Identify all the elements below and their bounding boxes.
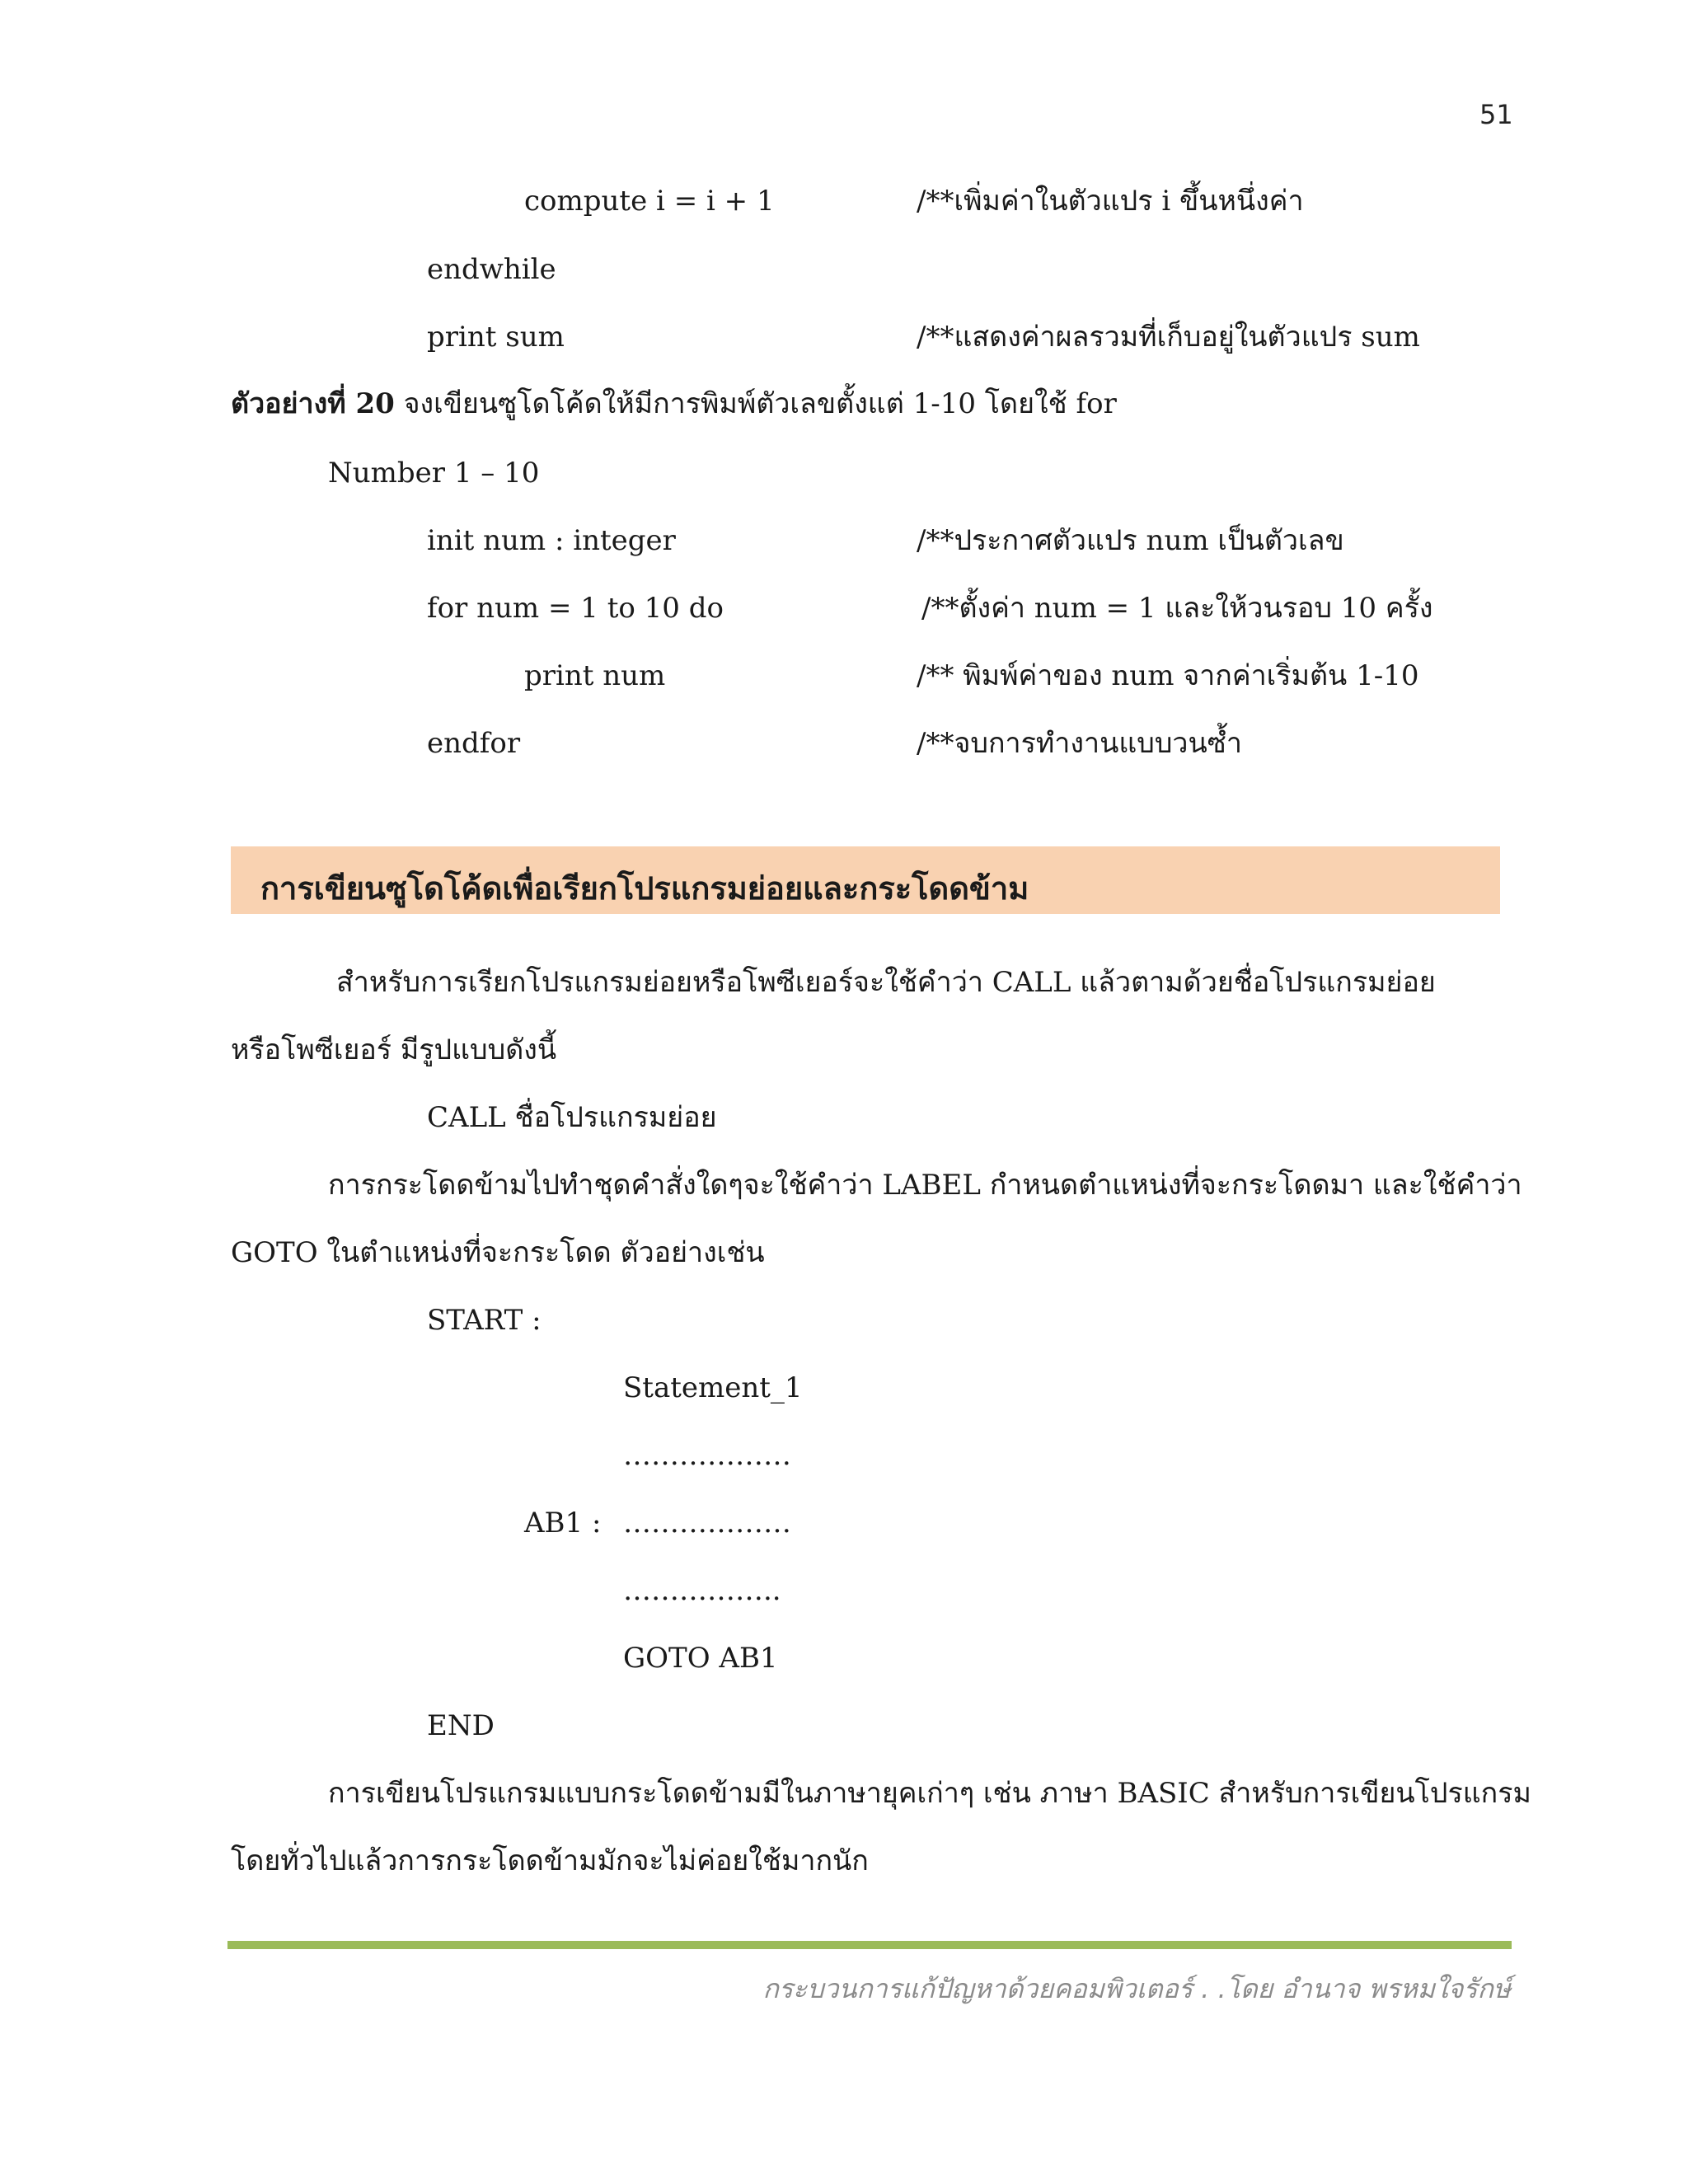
- example-20-for-line: for num = 1 to 10 do: [427, 592, 724, 625]
- code-label-ab1: AB1 :: [524, 1507, 602, 1540]
- para3-line1: การเขียนโปรแกรมแบบกระโดดข้ามมีในภาษายุคเก่าๆ เช่น ภาษา BASIC สำหรับการเขียนโปรแกรม: [328, 1777, 1531, 1810]
- section-title: การเขียนซูโดโค้ดเพื่อเรียกโปรแกรมย่อยและกระโดดข้าม: [260, 869, 1029, 907]
- section-header-bar: [231, 846, 1500, 914]
- example-20-init-line: init num : integer: [427, 524, 676, 557]
- code-start-line: START :: [427, 1304, 542, 1337]
- example-20-print-comment: /** พิมพ์ค่าของ num จากค่าเริ่มต้น 1-10: [917, 659, 1419, 692]
- para2-line2: GOTO ในตำแหน่งที่จะกระโดด ตัวอย่างเช่น: [231, 1236, 765, 1269]
- example-20-for-comment: /**ตั้งค่า num = 1 และให้วนรอบ 10 ครั้ง: [921, 592, 1433, 625]
- code-dots-1: ………………: [623, 1439, 791, 1472]
- code-print-sum-comment: /**แสดงค่าผลรวมที่เก็บอยู่ในตัวแปร sum: [917, 321, 1420, 354]
- para1-line2: หรือโพซีเยอร์ มีรูปแบบดังนี้: [231, 1033, 557, 1066]
- para3-line2: โดยทั่วไปแล้วการกระโดดข้ามมักจะไม่ค่อยใช้มากนัก: [231, 1844, 869, 1877]
- para2-line1: การกระโดดข้ามไปทำชุดคำสั่งใดๆจะใช้คำว่า LABEL กำหนดตำแหน่งที่จะกระโดดมา และใช้คำว่า: [328, 1169, 1522, 1202]
- example-20-text: จงเขียนซูโดโค้ดให้มีการพิมพ์ตัวเลขตั้งแต่ 1-10 โดยใช้ for: [394, 387, 1117, 420]
- code-compute-comment: /**เพิ่มค่าในตัวแปร i ขึ้นหนึ่งค่า: [917, 185, 1304, 218]
- footer-rule: [227, 1941, 1512, 1949]
- example-20-init-comment: /**ประกาศตัวแปร num เป็นตัวเลข: [917, 524, 1344, 557]
- example-20-label: ตัวอย่างที่ 20: [231, 387, 395, 420]
- example-20-endfor-line: endfor: [427, 727, 521, 760]
- code-endwhile-line: endwhile: [427, 253, 556, 286]
- code-compute-line: compute i = i + 1: [524, 185, 775, 218]
- example-20-heading: [231, 386, 1117, 422]
- page-number: 51: [1479, 99, 1513, 130]
- code-print-sum-line: print sum: [427, 321, 565, 354]
- example-20-print-line: print num: [524, 659, 666, 692]
- para1-line1: สำหรับการเรียกโปรแกรมย่อยหรือโพซีเยอร์จะใช้คำว่า CALL แล้วตามด้วยชื่อโปรแกรมย่อย: [336, 966, 1436, 999]
- call-syntax-line: CALL ชื่อโปรแกรมย่อย: [427, 1101, 717, 1134]
- code-end-line: END: [427, 1709, 495, 1742]
- footer-text: กระบวนการแก้ปัญหาด้วยคอมพิวเตอร์ . .โดย อำนาจ พรหมใจรักษ์: [762, 1973, 1511, 2004]
- code-goto-line: GOTO AB1: [623, 1642, 778, 1675]
- code-dots-3: ……………..: [623, 1574, 781, 1607]
- code-dots-2: ………………: [623, 1507, 791, 1540]
- example-20-number-line: Number 1 – 10: [328, 457, 540, 490]
- code-statement-line: Statement_1: [623, 1371, 803, 1404]
- example-20-endfor-comment: /**จบการทำงานแบบวนซ้ำ: [917, 727, 1242, 760]
